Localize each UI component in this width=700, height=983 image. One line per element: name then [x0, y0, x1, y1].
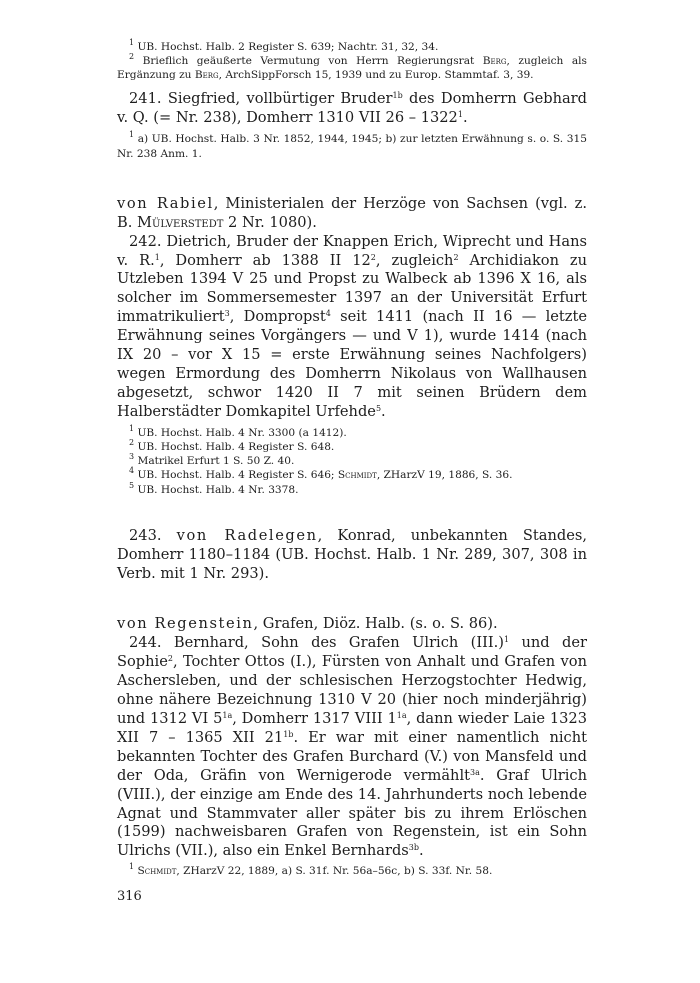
- footnote: $^4$ UB. Hochst. Halb. 4 Register S. 646; Schmidt, ZHarzV 19, 1886, S. 36.: [129, 466, 513, 482]
- entry-244: 244. Bernhard, Sohn des Grafen Ulrich $(III.)^1$ und der Sophie$^2$, Tochter Ottos (I.), Fürsten von Anhalt und Grafen von Aschersleben, und der schlesischen Herzogstochter Hedwig, ohne nähere Bezeichnung 1310 V 20 (hier noch minderjährig) und 1312 VI $5^{1a}$, Domherr 1317 VIII $1^{1a}$, dann wieder Laie 1323 XII 7 – 1365 XII $21^{1b}$. Er war mit einer namentlich nicht bekannten Tochter des Grafen Burchard (V.) von Mansfeld und der Oda, Gräfin von Wernigerode vermählt$^{3a}$. Graf Ulrich (VIII.), der einzige am Ende des 14. Jahrhunderts noch lebende Agnat und Stammvater aller später bis zu ihrem Erlöschen (1599) nachweisbaren Grafen von Regenstein, ist ein Sohn Ulrichs (VII.), also ein Enkel Bernhards$^{3b}$.: [117, 634, 588, 860]
- footnote: $^1$ a) UB. Hochst. Halb. 3 Nr. 1852, 1944, 1945; b) zur letzten Erwähnung s. o. S. 315 Nr. 238 Anm. 1.: [117, 130, 587, 160]
- rabiel-footnotes: [117, 423, 587, 497]
- footnote: $^5$ UB. Hochst. Halb. 4 Nr. 3378.: [129, 480, 299, 496]
- top-footnotes: [117, 40, 587, 83]
- entry-243: 243. von Radelegen, Konrad, unbekannten Standes, Domherr 1180–1184 (UB. Hochst. Halb. 1 Nr. 289, 307, 308 in Verb. mit 1 Nr. 293).: [117, 526, 587, 582]
- footnote: $^2$ UB. Hochst. Halb. 4 Register S. 648.: [129, 437, 335, 453]
- footnote: $^1$ Schmidt, ZHarzV 22, 1889, a) S. 31f. Nr. 56a–56c, b) S. 33f. Nr. 58.: [129, 862, 493, 878]
- page-content: [117, 40, 587, 878]
- section-heading-regenstein: von Regenstein, Grafen, Diöz. Halb. (s. o. S. 86).: [117, 615, 498, 633]
- footnote: $^1$ UB. Hochst. Halb. 2 Register S. 639; Nachtr. 31, 32, 34.: [129, 38, 439, 53]
- entry-241: 241. Siegfried, vollbürtiger Bruder$^{1b}$ des Domherrn Gebhard v. Q. (= Nr. 238), Domherr 1310 VII 26 – 1322$^1$.: [117, 89, 587, 126]
- footnote: $^1$ UB. Hochst. Halb. 4 Nr. 3300 (a 1412).: [129, 423, 347, 439]
- entry-242: 242. Dietrich, Bruder der Knappen Erich, Wiprecht und Hans v. R.$^1$, Domherr ab 1388 II $12^2$, zugleich$^2$ Archidiakon zu Utzleben 1394 V 25 und Propst zu Walbeck ab 1396 X 16, als solcher im Sommersemester 1397 an der Universität Erfurt immatrikuliert$^3$, Dompropst$^4$ seit 1411 (nach II 16 — letzte Erwähnung seines Vorgängers — und V 1), wurde 1414 (nach IX 20 – vor X 15 = erste Erwähnung seines Nachfolgers) wegen Ermordung des Domherrn Nikolaus von Wallhausen abgesetzt, schwor 1420 II 7 mit seinen Brüdern dem Halberstädter Domkapitel Urfehde$^5$.: [117, 232, 587, 420]
- footnote: $^2$ Brieflich geäußerte Vermutung von Herrn Regierungsrat Berg, zugleich als Ergänzung zu Berg, ArchSippForsch 15, 1939 und zu Europ. Stammtaf. 3, 39.: [117, 52, 587, 82]
- section-heading-rabiel: von Rabiel, Ministerialen der Herzöge von Sachsen (vgl. z. B. Mülverstedt 2 Nr. 1080).: [117, 194, 587, 231]
- footnote: $^3$ Matrikel Erfurt 1 S. 50 Z. 40.: [129, 452, 295, 468]
- page-number: 316: [117, 889, 142, 904]
